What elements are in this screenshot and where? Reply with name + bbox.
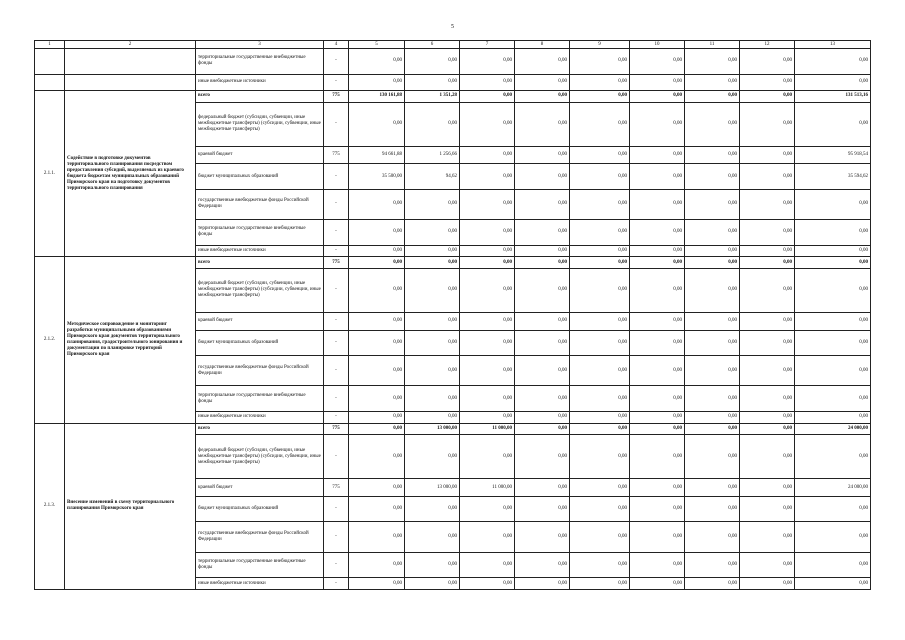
row-code: 775 [324, 479, 349, 496]
value-cell-11: 0,00 [685, 91, 740, 103]
value-cell-9: 0,00 [570, 313, 630, 330]
value-cell-6: 0,00 [405, 74, 460, 90]
value-cell-10: 0,00 [630, 386, 685, 412]
header-cell-13: 13 [795, 41, 871, 49]
value-cell-8: 0,00 [515, 257, 570, 269]
value-cell-5: 0,00 [349, 102, 405, 146]
value-cell-9: 0,00 [570, 423, 630, 435]
value-cell-7: 0,00 [460, 102, 515, 146]
value-cell-8: 0,00 [515, 435, 570, 479]
value-cell-6: 0,00 [405, 245, 460, 257]
section-index: 2.1.1. [35, 91, 65, 257]
value-cell-5: 0,00 [349, 496, 405, 522]
value-cell-5: 0,00 [349, 330, 405, 356]
value-cell-13: 0,00 [795, 522, 871, 552]
value-cell-8: 0,00 [515, 479, 570, 496]
value-cell-10: 0,00 [630, 522, 685, 552]
value-cell-13: 0,00 [795, 578, 871, 590]
page-number: 5 [451, 24, 454, 30]
row-code: - [324, 189, 349, 219]
value-cell-6: 1 256,66 [405, 146, 460, 163]
header-cell-7: 7 [460, 41, 515, 49]
value-cell-11: 0,00 [685, 496, 740, 522]
value-cell-6: 13 000,00 [405, 423, 460, 435]
row-code: - [324, 220, 349, 246]
value-cell-7: 0,00 [460, 164, 515, 190]
row-label: государственные внебюджетные фонды Российской Федерации [196, 189, 324, 219]
value-cell-11: 0,00 [685, 386, 740, 412]
value-cell-10: 0,00 [630, 91, 685, 103]
value-cell-13: 0,00 [795, 435, 871, 479]
row-label: территориальные государственные внебюджетные фонды [196, 220, 324, 246]
section-name: Методическое сопровождение и мониторинг разработки муниципальными образованиями Приморского края документов территориального планирования, градостроительного зонирования и документации по планировке территорий Приморского края [65, 257, 196, 423]
carry-index-cell [35, 74, 65, 90]
row-label: бюджет муниципальных образований [196, 330, 324, 356]
value-cell-11: 0,00 [685, 356, 740, 386]
value-cell-8: 0,00 [515, 146, 570, 163]
value-cell-13: 0,00 [795, 411, 871, 423]
row-code: - [324, 49, 349, 75]
value-cell-8: 0,00 [515, 522, 570, 552]
value-cell-12: 0,00 [740, 74, 795, 90]
row-code: - [324, 245, 349, 257]
value-cell-10: 0,00 [630, 423, 685, 435]
value-cell-10: 0,00 [630, 496, 685, 522]
value-cell-13: 0,00 [795, 313, 871, 330]
value-cell-6: 0,00 [405, 356, 460, 386]
value-cell-6: 0,00 [405, 386, 460, 412]
value-cell-12: 0,00 [740, 146, 795, 163]
value-cell-11: 0,00 [685, 330, 740, 356]
header-cell-8: 8 [515, 41, 570, 49]
value-cell-6: 0,00 [405, 49, 460, 75]
value-cell-5: 0,00 [349, 257, 405, 269]
value-cell-8: 0,00 [515, 49, 570, 75]
value-cell-10: 0,00 [630, 435, 685, 479]
value-cell-12: 0,00 [740, 423, 795, 435]
row-code: - [324, 552, 349, 578]
value-cell-9: 0,00 [570, 164, 630, 190]
value-cell-9: 0,00 [570, 102, 630, 146]
value-cell-12: 0,00 [740, 257, 795, 269]
value-cell-5: 0,00 [349, 313, 405, 330]
value-cell-12: 0,00 [740, 189, 795, 219]
header-cell-11: 11 [685, 41, 740, 49]
value-cell-6: 94,62 [405, 164, 460, 190]
value-cell-11: 0,00 [685, 435, 740, 479]
value-cell-12: 0,00 [740, 330, 795, 356]
value-cell-10: 0,00 [630, 74, 685, 90]
value-cell-13: 0,00 [795, 189, 871, 219]
row-code: 775 [324, 423, 349, 435]
value-cell-6: 0,00 [405, 268, 460, 312]
value-cell-5: 0,00 [349, 423, 405, 435]
value-cell-7: 0,00 [460, 91, 515, 103]
budget-table [34, 40, 871, 590]
row-code: - [324, 102, 349, 146]
value-cell-11: 0,00 [685, 522, 740, 552]
value-cell-7: 0,00 [460, 496, 515, 522]
row-code: - [324, 330, 349, 356]
row-label: территориальные государственные внебюджетные фонды [196, 386, 324, 412]
value-cell-12: 0,00 [740, 91, 795, 103]
value-cell-8: 0,00 [515, 102, 570, 146]
value-cell-10: 0,00 [630, 552, 685, 578]
value-cell-7: 0,00 [460, 146, 515, 163]
value-cell-9: 0,00 [570, 386, 630, 412]
value-cell-7: 0,00 [460, 245, 515, 257]
table-row [35, 91, 871, 103]
value-cell-13: 0,00 [795, 496, 871, 522]
value-cell-11: 0,00 [685, 220, 740, 246]
value-cell-13: 0,00 [795, 356, 871, 386]
section-name: Внесение изменений в схему территориального планирования Приморского края [65, 423, 196, 589]
value-cell-11: 0,00 [685, 411, 740, 423]
value-cell-11: 0,00 [685, 146, 740, 163]
value-cell-13: 95 918,54 [795, 146, 871, 163]
value-cell-13: 0,00 [795, 257, 871, 269]
value-cell-11: 0,00 [685, 245, 740, 257]
value-cell-9: 0,00 [570, 257, 630, 269]
value-cell-7: 0,00 [460, 257, 515, 269]
row-label: иные внебюджетные источники [196, 74, 324, 90]
row-label: федеральный бюджет (субсидии, субвенции, иные межбюджетные трансферты) (субсидии, субвенции, иные межбюджетные трансферты) [196, 268, 324, 312]
value-cell-9: 0,00 [570, 146, 630, 163]
row-code: - [324, 74, 349, 90]
value-cell-5: 0,00 [349, 268, 405, 312]
value-cell-7: 11 000,00 [460, 423, 515, 435]
value-cell-7: 0,00 [460, 522, 515, 552]
row-label: бюджет муниципальных образований [196, 164, 324, 190]
section-name: Содействие в подготовке документов территориального планирования посредством предоставления субсидий, выделяемых из краевого бюджета бюджетам муниципальных образований Приморского края на подготовку документов территориального планирования [65, 91, 196, 257]
value-cell-8: 0,00 [515, 313, 570, 330]
value-cell-6: 0,00 [405, 330, 460, 356]
header-cell-4: 4 [324, 41, 349, 49]
header-cell-3: 3 [196, 41, 324, 49]
row-label: краевой бюджет [196, 146, 324, 163]
value-cell-13: 0,00 [795, 552, 871, 578]
row-label: государственные внебюджетные фонды Российской Федерации [196, 522, 324, 552]
value-cell-9: 0,00 [570, 189, 630, 219]
value-cell-9: 0,00 [570, 245, 630, 257]
section-index: 2.1.2. [35, 257, 65, 423]
row-code: - [324, 268, 349, 312]
value-cell-11: 0,00 [685, 578, 740, 590]
value-cell-13: 0,00 [795, 220, 871, 246]
value-cell-11: 0,00 [685, 552, 740, 578]
value-cell-10: 0,00 [630, 146, 685, 163]
row-code: - [324, 578, 349, 590]
row-code: 775 [324, 257, 349, 269]
value-cell-11: 0,00 [685, 257, 740, 269]
table-row [35, 49, 871, 75]
header-cell-9: 9 [570, 41, 630, 49]
value-cell-11: 0,00 [685, 479, 740, 496]
value-cell-12: 0,00 [740, 220, 795, 246]
header-cell-10: 10 [630, 41, 685, 49]
row-label: краевой бюджет [196, 479, 324, 496]
row-label: федеральный бюджет (субсидии, субвенции, иные межбюджетные трансферты) (субсидии, субвенции, иные межбюджетные трансферты) [196, 102, 324, 146]
row-label: всего [196, 257, 324, 269]
value-cell-9: 0,00 [570, 330, 630, 356]
carry-index-cell [35, 49, 65, 75]
value-cell-11: 0,00 [685, 164, 740, 190]
value-cell-12: 0,00 [740, 386, 795, 412]
value-cell-10: 0,00 [630, 164, 685, 190]
value-cell-11: 0,00 [685, 313, 740, 330]
value-cell-5: 0,00 [349, 356, 405, 386]
value-cell-9: 0,00 [570, 435, 630, 479]
value-cell-13: 24 000,00 [795, 423, 871, 435]
row-code: - [324, 435, 349, 479]
value-cell-5: 0,00 [349, 435, 405, 479]
value-cell-7: 0,00 [460, 578, 515, 590]
header-cell-6: 6 [405, 41, 460, 49]
value-cell-13: 0,00 [795, 268, 871, 312]
value-cell-8: 0,00 [515, 74, 570, 90]
value-cell-8: 0,00 [515, 423, 570, 435]
row-code: - [324, 356, 349, 386]
value-cell-5: 0,00 [349, 578, 405, 590]
value-cell-10: 0,00 [630, 102, 685, 146]
value-cell-10: 0,00 [630, 313, 685, 330]
value-cell-9: 0,00 [570, 74, 630, 90]
value-cell-12: 0,00 [740, 49, 795, 75]
value-cell-11: 0,00 [685, 423, 740, 435]
row-label: территориальные государственные внебюджетные фонды [196, 49, 324, 75]
value-cell-6: 0,00 [405, 522, 460, 552]
value-cell-12: 0,00 [740, 356, 795, 386]
value-cell-8: 0,00 [515, 386, 570, 412]
value-cell-10: 0,00 [630, 268, 685, 312]
row-code: - [324, 496, 349, 522]
table-row [35, 74, 871, 90]
value-cell-12: 0,00 [740, 552, 795, 578]
value-cell-8: 0,00 [515, 189, 570, 219]
value-cell-9: 0,00 [570, 578, 630, 590]
value-cell-13: 0,00 [795, 245, 871, 257]
value-cell-10: 0,00 [630, 356, 685, 386]
value-cell-8: 0,00 [515, 330, 570, 356]
value-cell-8: 0,00 [515, 578, 570, 590]
value-cell-6: 0,00 [405, 411, 460, 423]
row-label: территориальные государственные внебюджетные фонды [196, 552, 324, 578]
value-cell-5: 0,00 [349, 74, 405, 90]
value-cell-5: 0,00 [349, 220, 405, 246]
row-label: всего [196, 91, 324, 103]
value-cell-10: 0,00 [630, 479, 685, 496]
row-code: - [324, 313, 349, 330]
value-cell-12: 0,00 [740, 102, 795, 146]
value-cell-11: 0,00 [685, 74, 740, 90]
value-cell-8: 0,00 [515, 91, 570, 103]
value-cell-5: 94 661,88 [349, 146, 405, 163]
row-label: иные внебюджетные источники [196, 578, 324, 590]
value-cell-11: 0,00 [685, 268, 740, 312]
value-cell-7: 0,00 [460, 356, 515, 386]
value-cell-6: 0,00 [405, 220, 460, 246]
value-cell-6: 1 351,28 [405, 91, 460, 103]
value-cell-6: 0,00 [405, 189, 460, 219]
section-index: 2.1.3. [35, 423, 65, 589]
value-cell-7: 0,00 [460, 386, 515, 412]
value-cell-12: 0,00 [740, 578, 795, 590]
value-cell-6: 0,00 [405, 313, 460, 330]
value-cell-8: 0,00 [515, 220, 570, 246]
value-cell-13: 0,00 [795, 330, 871, 356]
value-cell-5: 0,00 [349, 49, 405, 75]
value-cell-5: 0,00 [349, 522, 405, 552]
row-label: всего [196, 423, 324, 435]
header-row [35, 41, 871, 49]
value-cell-6: 13 000,00 [405, 479, 460, 496]
row-label: федеральный бюджет (субсидии, субвенции, иные межбюджетные трансферты) (субсидии, субвенции, иные межбюджетные трансферты) [196, 435, 324, 479]
value-cell-13: 0,00 [795, 386, 871, 412]
row-label: государственные внебюджетные фонды Российской Федерации [196, 356, 324, 386]
value-cell-13: 131 513,16 [795, 91, 871, 103]
value-cell-5: 0,00 [349, 386, 405, 412]
value-cell-9: 0,00 [570, 479, 630, 496]
row-label: иные внебюджетные источники [196, 411, 324, 423]
value-cell-10: 0,00 [630, 257, 685, 269]
value-cell-5: 0,00 [349, 479, 405, 496]
row-code: 775 [324, 146, 349, 163]
value-cell-7: 0,00 [460, 552, 515, 578]
value-cell-9: 0,00 [570, 91, 630, 103]
value-cell-6: 0,00 [405, 257, 460, 269]
value-cell-13: 24 000,00 [795, 479, 871, 496]
value-cell-12: 0,00 [740, 496, 795, 522]
value-cell-8: 0,00 [515, 356, 570, 386]
row-code: - [324, 522, 349, 552]
row-code: 775 [324, 91, 349, 103]
value-cell-10: 0,00 [630, 220, 685, 246]
header-cell-5: 5 [349, 41, 405, 49]
value-cell-7: 0,00 [460, 268, 515, 312]
carry-name-cell [65, 49, 196, 75]
value-cell-12: 0,00 [740, 164, 795, 190]
value-cell-10: 0,00 [630, 189, 685, 219]
value-cell-11: 0,00 [685, 102, 740, 146]
value-cell-9: 0,00 [570, 356, 630, 386]
value-cell-10: 0,00 [630, 245, 685, 257]
value-cell-12: 0,00 [740, 479, 795, 496]
row-label: иные внебюджетные источники [196, 245, 324, 257]
value-cell-10: 0,00 [630, 411, 685, 423]
value-cell-7: 0,00 [460, 49, 515, 75]
value-cell-7: 0,00 [460, 435, 515, 479]
carry-name-cell [65, 74, 196, 90]
value-cell-7: 0,00 [460, 313, 515, 330]
value-cell-12: 0,00 [740, 268, 795, 312]
row-label: бюджет муниципальных образований [196, 496, 324, 522]
value-cell-12: 0,00 [740, 245, 795, 257]
row-code: - [324, 386, 349, 412]
value-cell-13: 35 594,62 [795, 164, 871, 190]
value-cell-5: 0,00 [349, 189, 405, 219]
value-cell-6: 0,00 [405, 578, 460, 590]
table-row [35, 423, 871, 435]
value-cell-12: 0,00 [740, 435, 795, 479]
value-cell-7: 11 000,00 [460, 479, 515, 496]
value-cell-9: 0,00 [570, 49, 630, 75]
value-cell-5: 0,00 [349, 552, 405, 578]
value-cell-6: 0,00 [405, 435, 460, 479]
value-cell-9: 0,00 [570, 522, 630, 552]
header-cell-1: 1 [35, 41, 65, 49]
value-cell-8: 0,00 [515, 245, 570, 257]
value-cell-12: 0,00 [740, 522, 795, 552]
value-cell-8: 0,00 [515, 552, 570, 578]
value-cell-13: 0,00 [795, 74, 871, 90]
value-cell-7: 0,00 [460, 189, 515, 219]
header-cell-2: 2 [65, 41, 196, 49]
value-cell-9: 0,00 [570, 268, 630, 312]
value-cell-5: 130 161,88 [349, 91, 405, 103]
value-cell-11: 0,00 [685, 189, 740, 219]
value-cell-8: 0,00 [515, 496, 570, 522]
value-cell-6: 0,00 [405, 552, 460, 578]
value-cell-5: 35 500,00 [349, 164, 405, 190]
row-code: - [324, 411, 349, 423]
value-cell-7: 0,00 [460, 220, 515, 246]
value-cell-6: 0,00 [405, 496, 460, 522]
row-code: - [324, 164, 349, 190]
value-cell-9: 0,00 [570, 411, 630, 423]
value-cell-5: 0,00 [349, 411, 405, 423]
table-row [35, 257, 871, 269]
value-cell-10: 0,00 [630, 330, 685, 356]
value-cell-9: 0,00 [570, 552, 630, 578]
row-label: краевой бюджет [196, 313, 324, 330]
value-cell-5: 0,00 [349, 245, 405, 257]
value-cell-10: 0,00 [630, 578, 685, 590]
value-cell-7: 0,00 [460, 411, 515, 423]
value-cell-6: 0,00 [405, 102, 460, 146]
value-cell-9: 0,00 [570, 220, 630, 246]
value-cell-10: 0,00 [630, 49, 685, 75]
value-cell-7: 0,00 [460, 330, 515, 356]
value-cell-13: 0,00 [795, 102, 871, 146]
value-cell-12: 0,00 [740, 411, 795, 423]
value-cell-8: 0,00 [515, 411, 570, 423]
value-cell-9: 0,00 [570, 496, 630, 522]
value-cell-8: 0,00 [515, 268, 570, 312]
value-cell-12: 0,00 [740, 313, 795, 330]
value-cell-8: 0,00 [515, 164, 570, 190]
value-cell-11: 0,00 [685, 49, 740, 75]
value-cell-7: 0,00 [460, 74, 515, 90]
value-cell-13: 0,00 [795, 49, 871, 75]
header-cell-12: 12 [740, 41, 795, 49]
